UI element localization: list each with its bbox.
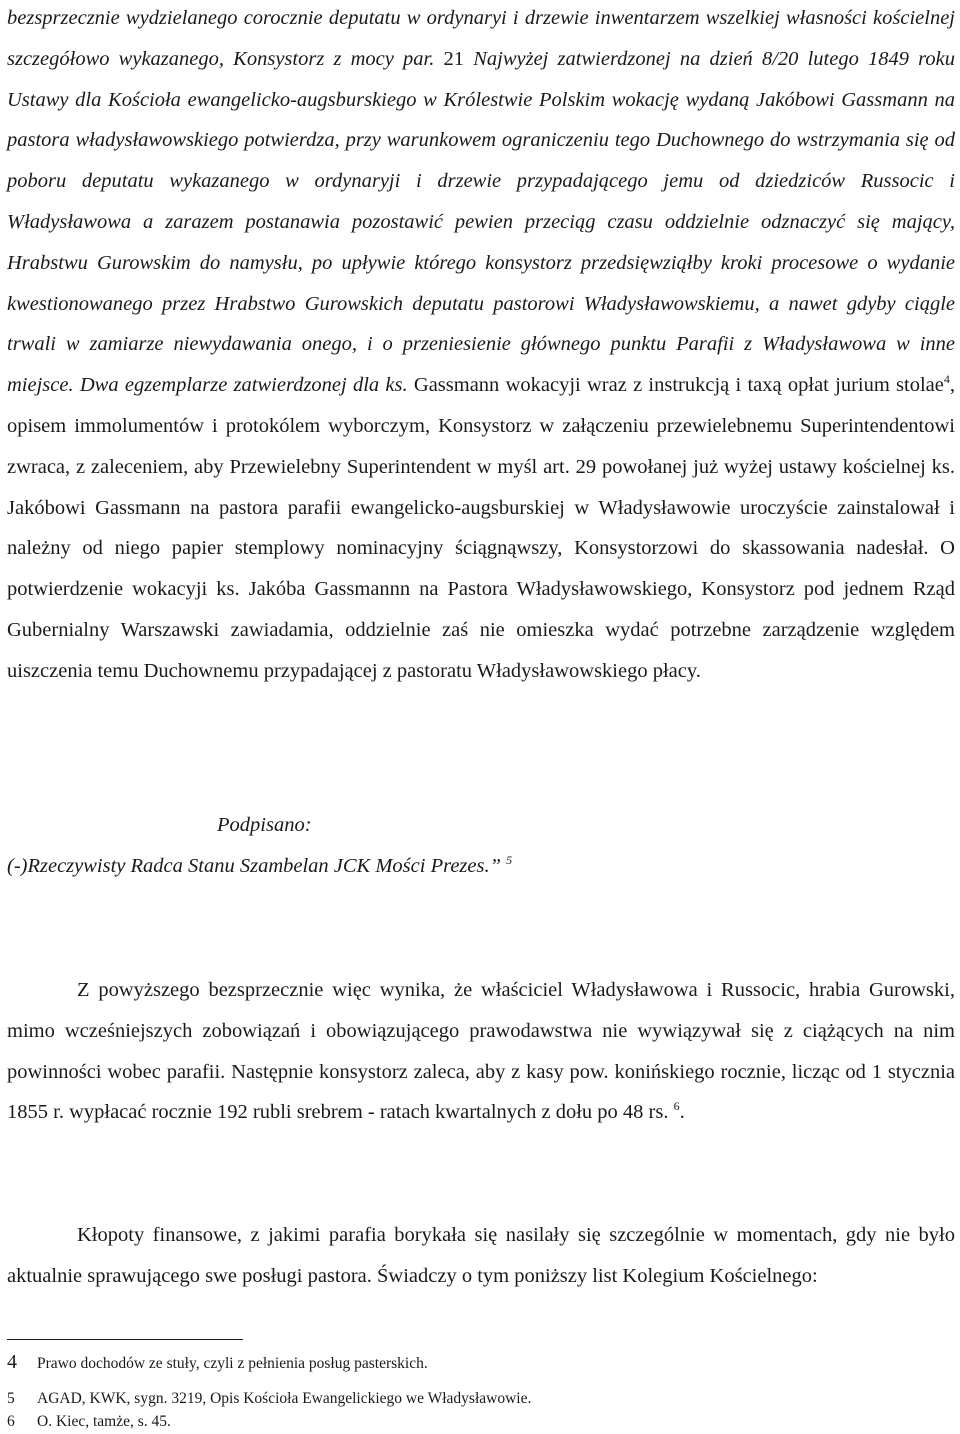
paragraph-2-text: Kłopoty finansowe, z jakimi parafia borykała się nasilały się szczególnie w momentach, gdy nie było aktualnie sprawującego swe posługi pastora. Świadczy o tym poniższy list Kolegium Kościelnego: <box>7 1224 955 1287</box>
quote-text-part-1: bezsprzecznie wydzielanego corocznie deputatu w ordynaryi i drzewie inwentarzem wszelkiej własności kościelnej szczegółowo wykazanego, Konsystorz z mocy par. <box>7 7 955 70</box>
body-paragraph-1 <box>7 970 955 1133</box>
quote-text-upright-1: 21 <box>443 47 474 70</box>
quoted-document-text <box>7 0 955 692</box>
footnote-text: Prawo dochodów ze stuły, czyli z pełnienia posług pasterskich. <box>37 1355 428 1372</box>
footnote-number: 5 <box>7 1390 15 1407</box>
footnote-ref-5[interactable]: 5 <box>506 853 513 868</box>
footnote-5 <box>7 1390 531 1408</box>
footnote-ref-6[interactable]: 6 <box>673 1099 680 1114</box>
quote-text-upright-2: Gassmann wokacyji wraz z instrukcją i taxą opłat jurium stolae <box>413 374 944 397</box>
footnote-4 <box>7 1351 428 1374</box>
quoted-paragraph <box>7 0 955 692</box>
signed-label: Podpisano: <box>217 814 312 836</box>
body-paragraph-2 <box>7 1215 955 1297</box>
footnote-text: O. Kiec, tamże, s. 45. <box>37 1413 171 1430</box>
signature-line <box>7 855 512 878</box>
footnote-number: 6 <box>7 1413 15 1430</box>
quote-text-upright-3: , opisem immolumentów i protokólem wyborczym, Konsystorz w załączeniu przewielebnemu Superintendentowi zwraca, z zaleceniem, aby Przewielebny Superintendent w myśl art. 29 powołanej już wyżej ustawy kościelnej ks. Jakóbowi Gassmann na pastora parafii ewangelicko-augsburskiej w Władysławowie uroczyście zainstalował i należny od niego papier stemplowy nominacyjny ściągnąwszy, Konsystorzowi do skassowania nadesłał. O potwierdzenie wokacyji ks. Jakóba Gassmannn na Pastora Władysławowskiego, Konsystorz pod jednem Rząd Gubernialny Warszawski zawiadamia, oddzielnie zaś nie omieszka wydać potrzebne zarządzenie względem uiszczenia temu Duchownemu przypadającej z pastoratu Władysławowskiego płacy. <box>7 374 955 682</box>
footnote-separator <box>7 1339 243 1340</box>
signature-text: (-)Rzeczywisty Radca Stanu Szambelan JCK Mości Prezes.” <box>7 855 502 877</box>
footnote-text: AGAD, KWK, sygn. 3219, Opis Kościoła Ewangelickiego we Władysławowie. <box>37 1390 532 1407</box>
paragraph-1-end: . <box>679 1101 685 1124</box>
quote-text-part-2: Najwyżej zatwierdzonej na dzień 8/20 lutego 1849 roku Ustawy dla Kościoła ewangelicko-augsburskiego w Królestwie Polskim wokację wydaną Jakóbowi Gassmann na pastora władysławowskiego potwierdza, przy warunkowem ograniczeniu tego Duchownego do wstrzymania się od poboru deputatu wykazanego w ordynaryji i drzewie przypadającego jemu od dziedziców Russocic i Władysławowa a zarazem postanawia pozostawić pewien przeciąg czasu oddzielnie odznaczyć się mający, Hrabstwu Gurowskim do namysłu, po upływie którego konsystorz przedsięwziąłby kroki procesowe o wydanie kwestionowanego przez Hrabstwo Gurowskich deputatu pastorowi Władysławowskiemu, a nawet gdyby ciągle trwali w zamiarze niewydawania onego, i o przeniesienie głównego punktu Parafii z Władysławowa w inne miejsce. Dwa egzemplarze zatwierdzonej dla ks. <box>7 47 955 397</box>
footnote-number: 4 <box>7 1351 17 1373</box>
footnote-ref-4[interactable]: 4 <box>943 372 950 387</box>
footnote-6 <box>7 1413 171 1431</box>
paragraph-1-text: Z powyższego bezsprzecznie więc wynika, że właściciel Władysławowa i Russocic, hrabia Gurowski, mimo wcześniejszych zobowiązań i obowiązującego prawodawstwa nie wywiązywał się z ciążących na nim powinności wobec parafii. Następnie konsystorz zaleca, aby z kasy pow. konińskiego rocznie, licząc od 1 stycznia 1855 r. wypłacać rocznie 192 rubli srebrem - ratach kwartalnych z dołu po 48 rs. <box>7 979 955 1124</box>
